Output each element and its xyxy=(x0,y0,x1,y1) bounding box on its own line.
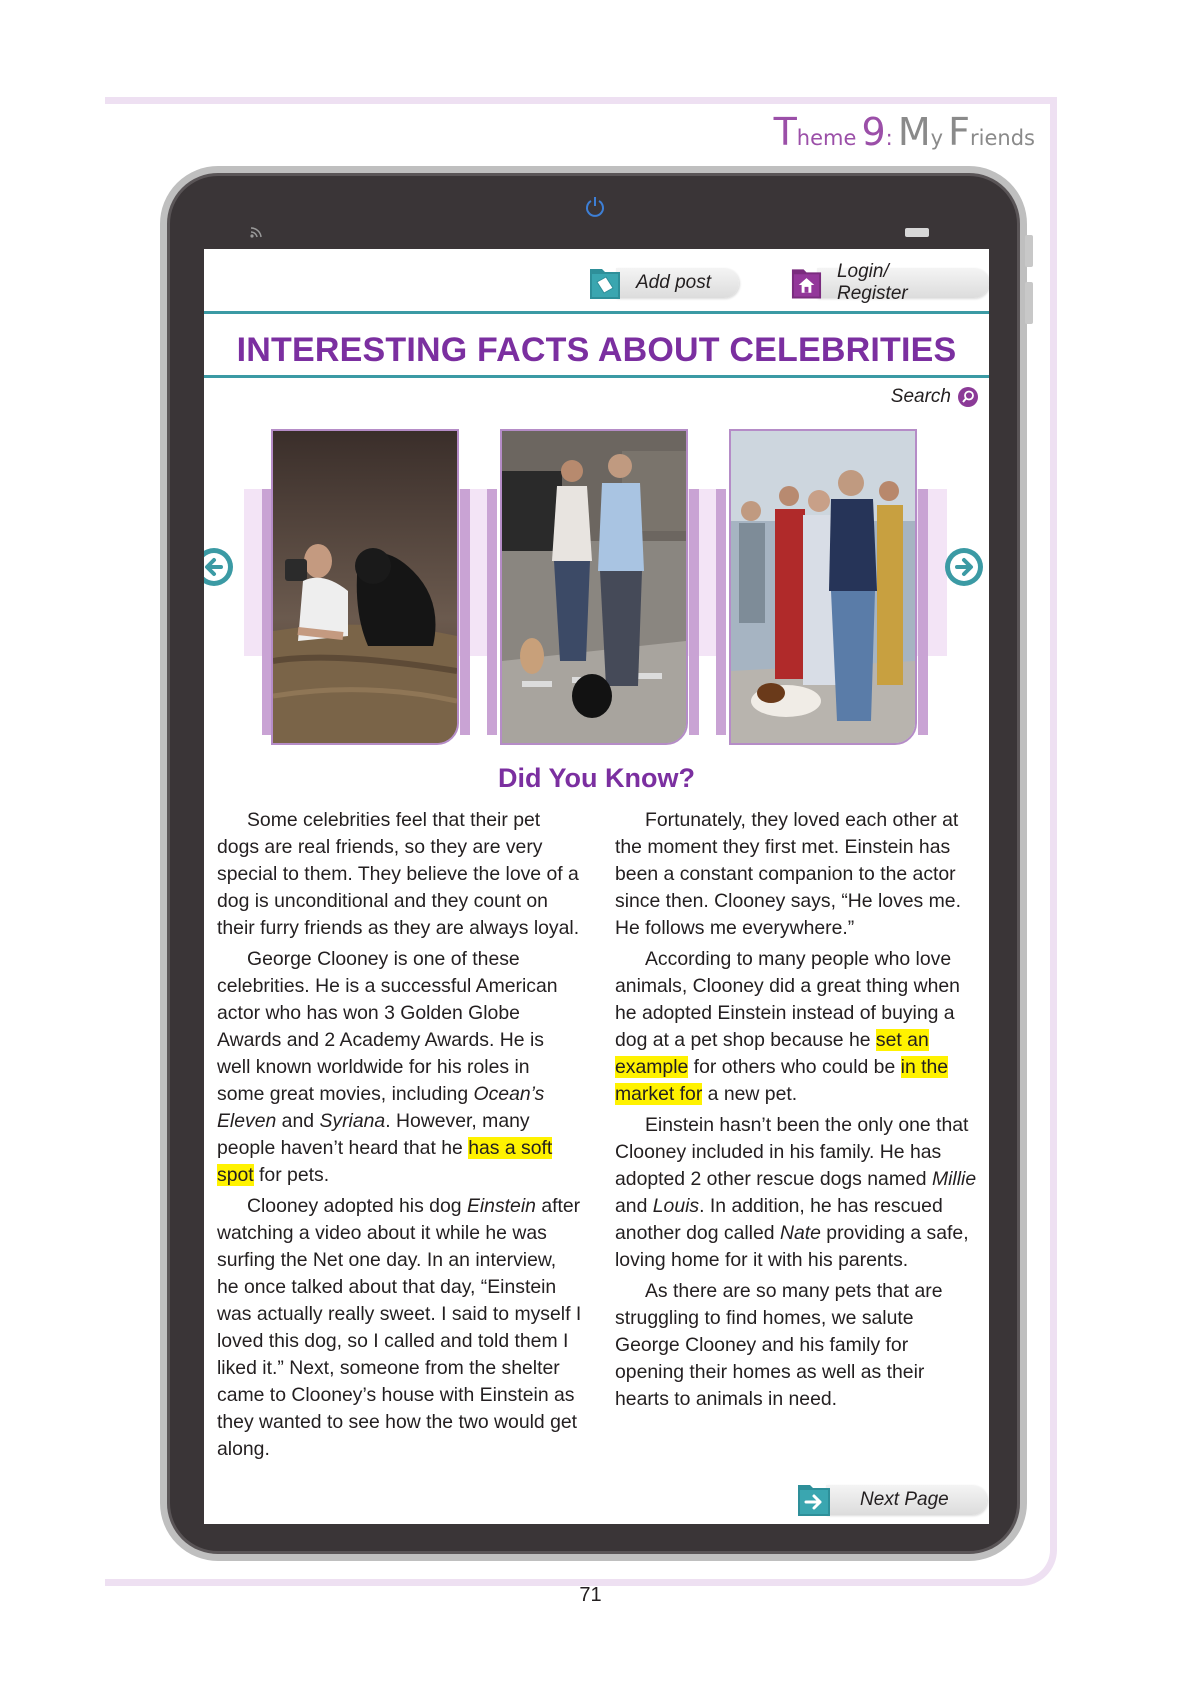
dog-name: Einstein xyxy=(466,1195,536,1217)
theme-title: Theme 9: My Friends xyxy=(773,110,1035,154)
carousel-photo-2[interactable] xyxy=(500,429,688,745)
tablet-screen xyxy=(204,249,989,1524)
carousel-next-button[interactable] xyxy=(944,547,984,587)
headline-rule-top xyxy=(204,311,989,314)
carousel-stripe xyxy=(918,489,928,735)
page-number: 71 xyxy=(579,1584,602,1606)
movie-title: Ocean’s Eleven xyxy=(217,1083,545,1132)
next-page-button[interactable] xyxy=(796,1481,987,1519)
theme-word: heme xyxy=(796,126,857,150)
tablet-side-button xyxy=(1025,282,1033,324)
dog-name: Louis xyxy=(652,1195,700,1217)
login-register-button[interactable] xyxy=(790,261,989,304)
paragraph: Some celebrities feel that their pet dogs are real friends, so they are very special to them. They believe the love of a dog is unconditional and they count on their furry friends as they are always loyal. xyxy=(217,809,580,939)
highlighted-phrase: has a soft spot xyxy=(217,1137,553,1186)
theme-number: 9 xyxy=(861,110,886,154)
dog-name: Nate xyxy=(779,1222,821,1244)
photo-couple-walking-dogs xyxy=(502,431,686,743)
add-post-label: Add post xyxy=(616,268,739,298)
search-control[interactable] xyxy=(891,386,979,408)
paragraph: Einstein hasn’t been the only one that Clooney included in his family. He has adopted 2 other rescue dogs named Millie and Louis. In addition, he has rescued another dog called Nate providing a safe, loving home for it with his parents. xyxy=(615,1114,977,1271)
paragraph: Fortunately, they loved each other at the moment they first met. Einstein has been a constant companion to the actor since then. Clooney says, “He loves me. He follows me everywhere.” xyxy=(615,809,961,939)
highlighted-phrase: set an example xyxy=(615,1029,929,1078)
paragraph: George Clooney is one of these celebrities. He is a successful American actor who has won 3 Golden Globe Awards and 2 Academy Awards. He is well known worldwide for his roles in some great movies, including Ocean’s Eleven and Syriana. However, many people haven’t heard that he has a soft spot for pets. xyxy=(217,948,558,1186)
home-icon xyxy=(790,265,823,301)
carousel-prev-button[interactable] xyxy=(204,547,234,587)
add-post-button[interactable] xyxy=(588,266,739,300)
wifi-icon xyxy=(250,226,264,238)
movie-title: Syriana xyxy=(319,1110,386,1132)
carousel-photo-3[interactable] xyxy=(729,429,917,745)
battery-icon xyxy=(905,228,929,237)
next-page-label: Next Page xyxy=(826,1485,987,1515)
power-icon xyxy=(584,196,606,218)
paragraph: According to many people who love animals, Clooney did a great thing when he adopted Einstein instead of buying a dog at a pet shop because he set an example for others who could be in the market for a new pet. xyxy=(615,948,960,1105)
page-title: INTERESTING FACTS ABOUT CELEBRITIES xyxy=(236,331,957,369)
highlighted-phrase: in the market for xyxy=(615,1056,949,1105)
carousel-stripe xyxy=(716,489,726,735)
login-register-label: Login/ Register xyxy=(817,268,989,298)
paragraph: As there are so many pets that are struggling to find homes, we salute George Clooney and his family for opening their homes as well as their hearts to animals in need. xyxy=(615,1280,943,1410)
section-title: Did You Know? xyxy=(498,763,695,793)
tablet-side-button xyxy=(1025,235,1033,267)
dog-name: Millie xyxy=(931,1168,977,1190)
headline-rule-bottom xyxy=(204,375,989,378)
carousel-stripe xyxy=(689,489,699,735)
photo-group-with-dog xyxy=(731,431,915,743)
search-label: Search xyxy=(890,386,951,407)
photo-man-with-dog xyxy=(273,431,457,743)
article-column-right xyxy=(615,807,981,1417)
article-column-left xyxy=(217,807,582,1467)
carousel-photo-1[interactable] xyxy=(271,429,459,745)
carousel-stripe xyxy=(487,489,497,735)
arrow-right-icon xyxy=(796,1481,832,1519)
carousel-stripe xyxy=(460,489,470,735)
paragraph: Clooney adopted his dog Einstein after watching a video about it while he was surfing the Net one day. In an interview, he once talked about that day, “Einstein was actually really sweet. I said to myself I loved this dog, so I called and told them I liked it.” Next, someone from the shelter came to Clooney’s house with Einstein as they wanted to see how the two would get along. xyxy=(217,1195,582,1460)
envelope-icon xyxy=(588,265,622,301)
search-icon xyxy=(957,386,979,408)
